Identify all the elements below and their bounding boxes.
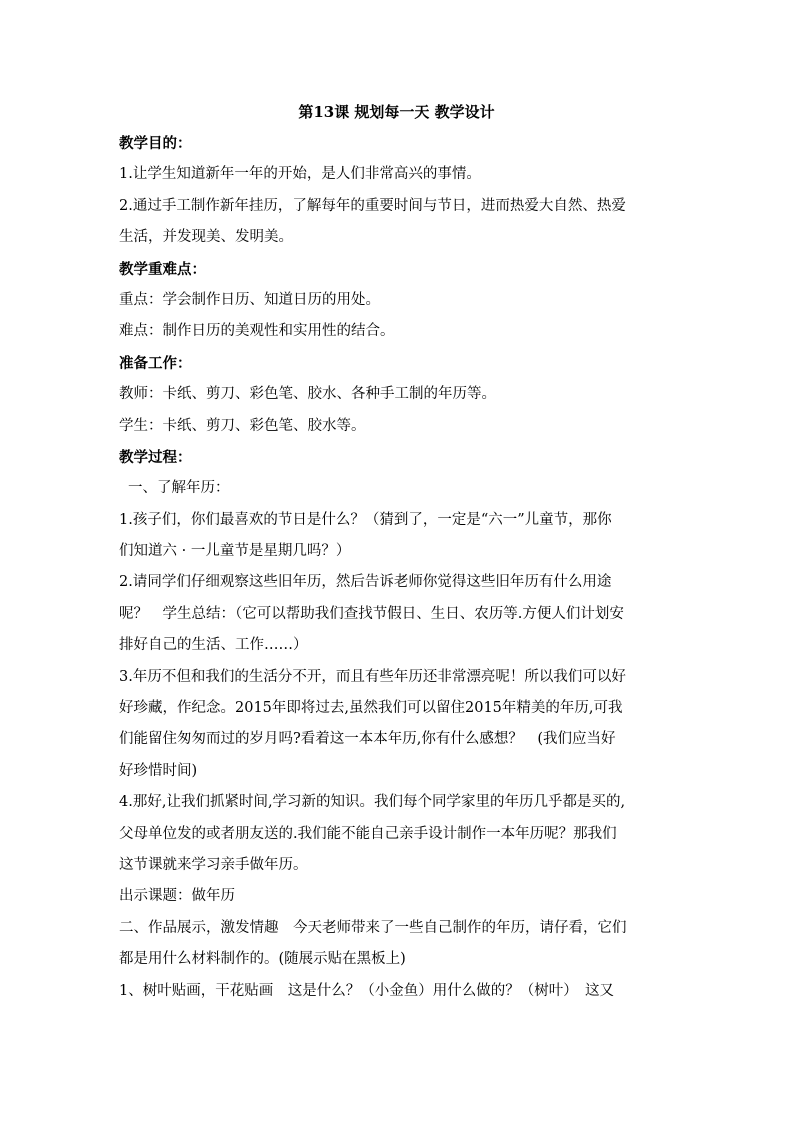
section-heading: 教学目的： — [119, 135, 192, 152]
paragraph-line: 1.让学生知道新年一年的开始，是人们非常高兴的事情。 — [119, 166, 481, 183]
paragraph-line: 重点：学会制作日历、知道日历的用处。 — [119, 291, 380, 308]
paragraph-line: 二、作品展示，激发情趣 今天老师带来了一些自己制作的年历，请仔看，它们 — [119, 919, 627, 936]
paragraph-line: 呢？ 学生总结：（它可以帮助我们查找节假日、生日、农历等.方便人们计划安 — [119, 605, 624, 622]
paragraph-line: 生活，并发现美、发明美。 — [119, 229, 293, 246]
paragraph-line: 这节课就来学习亲手做年历。 — [119, 856, 308, 873]
document-title: 第13课 规划每一天 教学设计 — [298, 103, 495, 121]
paragraph-line: 2.请同学们仔细观察这些旧年历，然后告诉老师你觉得这些旧年历有什么用途 — [119, 574, 612, 591]
paragraph-line: 父母单位发的或者朋友送的.我们能不能自己亲手设计制作一本年历呢？那我们 — [119, 825, 617, 842]
paragraph-line: 都是用什么材料制作的。(随展示贴在黑板上) — [119, 951, 406, 968]
paragraph-line: 1.孩子们，你们最喜欢的节日是什么？（猜到了，一定是“六一”儿童节，那你 — [119, 511, 612, 528]
paragraph-line: 出示课题：做年历 — [119, 888, 235, 905]
paragraph-line: 3.年历不但和我们的生活分不开，而且有些年历还非常漂亮呢！所以我们可以好 — [119, 668, 626, 685]
paragraph-line: 好珍藏，作纪念。2015年即将过去,虽然我们可以留住2015年精美的年历,可我 — [119, 700, 623, 717]
paragraph-line: 1、树叶贴画，干花贴画 这是什么？（小金鱼）用什么做的？（树叶） 这又 — [119, 982, 614, 999]
paragraph-line: 们知道六 · 一儿童节是星期几吗？） — [119, 543, 351, 560]
section-heading: 准备工作： — [119, 354, 192, 372]
paragraph-line: 好珍惜时间) — [119, 762, 198, 779]
paragraph-line: 一、了解年历： — [128, 480, 230, 497]
paragraph-line: 4.那好,让我们抓紧时间,学习新的知识。我们每个同学家里的年历几乎都是买的, — [119, 794, 626, 811]
paragraph-line: 教师：卡纸、剪刀、彩色笔、胶水、各种手工制的年历等。 — [119, 386, 496, 403]
paragraph-line: 排好自己的生活、工作……） — [119, 637, 308, 654]
paragraph-line: 2.通过手工制作新年挂历，了解每年的重要时间与节日，进而热爱大自然、热爱 — [119, 197, 626, 214]
section-heading: 教学重难点： — [119, 260, 206, 278]
paragraph-line: 们能留住匆匆而过的岁月吗?看着这一本本年历,你有什么感想？ (我们应当好 — [119, 731, 616, 748]
section-heading: 教学过程： — [119, 448, 192, 466]
paragraph-line: 难点：制作日历的美观性和实用性的结合。 — [119, 323, 395, 340]
document-body — [119, 128, 679, 1007]
paragraph-line: 学生：卡纸、剪刀、彩色笔、胶水等。 — [119, 417, 366, 434]
